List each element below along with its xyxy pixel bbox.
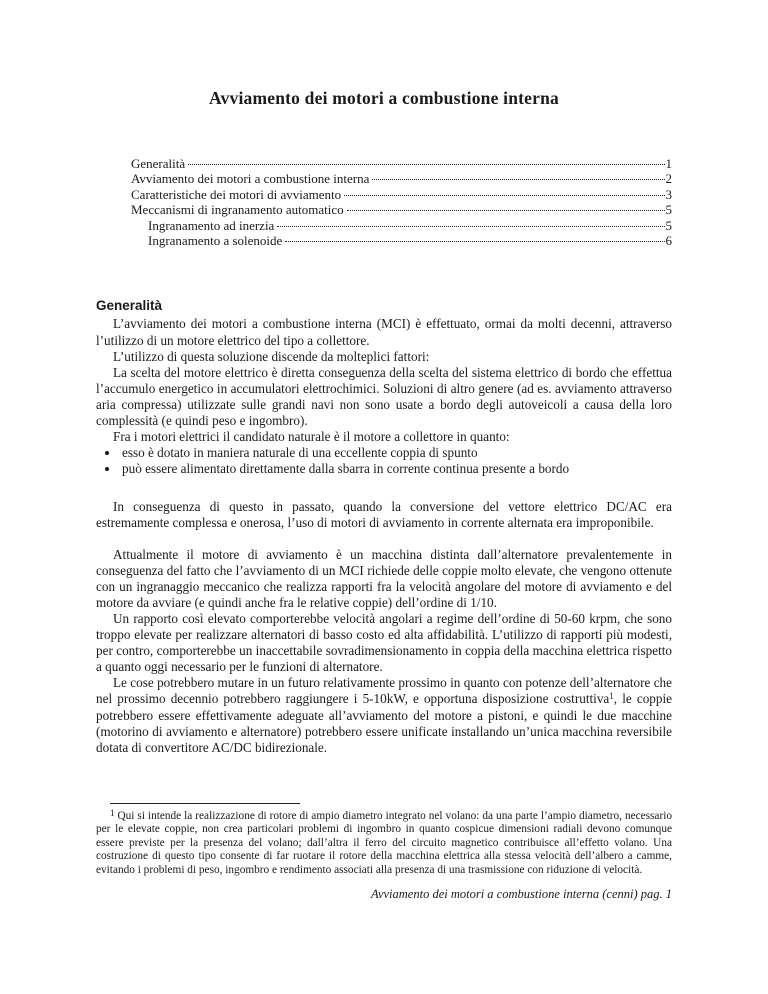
body-paragraph: L’utilizzo di questa soluzione discende da molteplici fattori: [113,348,430,364]
paragraph-text: , le coppie potrebbero essere effettivamente adeguate all’avviamento del motore a pistoni, e quindi le due macchine (motorino di avviamento e alternatore) potrebbero essere unificate installando un’unica macchina reversibile dotata di convertitore AC/DC bidirezionale. [96,691,672,755]
toc-entry-ingranamento-solenoide [131,233,672,248]
document-title: Avviamento dei motori a combustione interna [209,88,559,108]
toc-entry-avviamento [131,171,672,186]
body-paragraph: In conseguenza di questo in passato, quando la conversione del vettore elettrico DC/AC era estremamente complessa e onerosa, l’uso di motori di avviamento in corrente alternata era improponibile. [96,499,672,531]
page-footer: Avviamento dei motori a combustione interna (cenni) pag. 1 [371,887,672,902]
section-body [96,316,672,755]
body-paragraph: Fra i motori elettrici il candidato naturale è il motore a collettore in quanto: [113,429,510,445]
paragraph-text: Le cose potrebbero mutare in un futuro relativamente prossimo in quanto con potenze dell’alternatore che nel prossimo decennio potrebbero raggiungere i 5-10kW, e opportuna disposizione costruttiva [96,675,672,707]
toc-page-number: 1 [665,156,672,171]
toc-entry-meccanismi [131,202,672,217]
toc-page-number: 6 [665,233,672,249]
toc-entry-ingranamento-inerzia [131,218,672,233]
toc-entry-caratteristiche [131,187,672,202]
toc-entry-label: Avviamento dei motori a combustione interna [131,171,370,187]
toc-entry-label: Caratteristiche dei motori di avviamento [131,186,342,202]
body-paragraph: Attualmente il motore di avviamento è un macchina distinta dall’alternatore prevalentemente in conseguenza del fatto che l’avviamento di un MCI richiede delle coppie molto elevate, che vengono ottenute con un ingranaggio meccanico che realizza rapporti fra la velocità angolare del motore di avviamento e del motore da avviare (e quindi anche fra le relative coppie) dell’ordine di 1/10. [96,546,672,610]
page-content [96,0,672,902]
toc-entry-label: Generalità [131,156,186,171]
toc-page-number: 5 [665,202,672,218]
body-paragraph: Un rapporto così elevato comporterebbe velocità angolari a regime dell’ordine di 50-60 krpm, che sono troppo elevate per realizzare alternatori di basso costo ed alta affidabilità. L’utilizzo di rapporti più modesti, per contro, comporterebbe un inaccettabile sovradimensionamento in coppia della macchina elettrica rispetto a quanto oggi necessario per le funzioni di alternatore. [96,610,672,675]
toc-entry-label: Ingranamento ad inerzia [148,217,275,233]
toc-entry-label: Ingranamento a solenoide [148,233,283,249]
bullet-list [96,445,672,477]
body-paragraph: L’avviamento dei motori a combustione interna (MCI) è effettuato, ormai da molti decenni, attraverso l’utilizzo di un motore elettrico del tipo a collettore. [96,316,672,348]
footnote-separator [110,803,300,804]
bullet-item: • può essere alimentato direttamente dalla sbarra in corrente continua presente a bordo [120,461,672,477]
toc-page-number: 3 [665,186,672,202]
toc-entry-generalita [131,156,672,171]
body-paragraph: La scelta del motore elettrico è diretta conseguenza della scelta del sistema elettrico di bordo che effettua l’accumulo energetico in accumulatori elettrochimici. Soluzioni di altro genere (ad es. avviamento attraverso aria compressa) utilizzate sulle grandi navi non sono usate a bordo degli autoveicoli a causa della loro complessità (e quindi peso e ingombro). [96,364,672,428]
toc-page-number: 5 [665,217,672,233]
footnote-marker: 1 [110,807,115,818]
section-heading: Generalità [96,298,163,314]
toc-entry-label: Meccanismi di ingranamento automatico [131,202,344,218]
footnote [96,807,672,878]
body-paragraph [96,675,672,755]
toc-page-number: 2 [665,171,672,187]
footnote-reference: 1 [609,691,614,702]
table-of-contents [96,156,672,248]
footnote-text: Qui si intende la realizzazione di rotore di ampio diametro integrato nel volano: da una parte l’ampio diametro, necessario per le elevate coppie, non crea particolari problemi di ingombro in quanto cospicue dimensioni radiali devono comunque essere previste per la presenza del volano; dall’altra il ferro del circuito magnetico contribuisce all’effetto volano. Una costruzione di questo tipo consente di far ruotare il rotore della macchina elettrica alla stessa velocità dell’albero a camme, evitando i problemi di peso, ingombro e rendimento associati alla presenza di una trasmissione con riduzione di velocità. [96,809,672,876]
bullet-item: • esso è dotato in maniera naturale di una eccellente coppia di spunto [120,445,672,461]
